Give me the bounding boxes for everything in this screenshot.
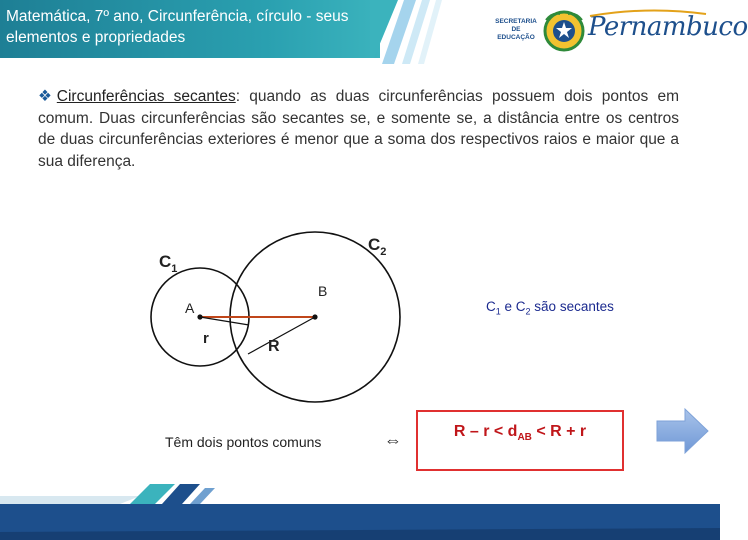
secant-condition-formula: $R - r < d_{AB} < R + r$ [453,423,587,444]
next-arrow-button[interactable] [655,407,710,455]
logo-area [492,6,748,58]
radius-big-r-line [248,317,315,354]
label-b: B [318,283,328,299]
label-c2: $C_2$ [368,235,387,258]
logo-secretaria: SECRETARIA DE EDUCAÇÃO [495,18,537,41]
footer-band [0,484,720,540]
title-band [0,0,380,58]
state-seal-icon [542,8,586,54]
center-a-point [197,314,202,319]
label-r-small: r [203,330,209,347]
main-paragraph [38,86,679,172]
diamond-bullet-icon: ❖ [38,88,57,105]
definition-text: : quando as duas circunferências possuem dois pontos em comum. Duas circunferências são secantes se, e somente se, a distância entre os centros de duas circunferências exteriores é menor que a soma dos respectivos raios e maior que a sua diferença. [38,88,679,170]
header-stripes [370,0,490,64]
iff-symbol: ⇔ [384,430,402,450]
center-b-point [312,314,317,319]
label-a: A [185,300,195,316]
label-r-big: R [268,338,280,355]
term-secantes: Circunferências secantes [56,88,236,105]
header [0,0,748,64]
brand-swoosh-icon [588,8,708,18]
formula-box [416,410,624,471]
radius-r-line [200,317,249,325]
logo-brand: Pernambuco [588,12,748,42]
secantes-label: $C_1$ e $C_2$ são secantes [486,299,614,317]
label-c1: $C_1$ [159,252,178,275]
page-title: Matemática, 7º ano, Circunferência, círculo - seus elementos e propriedades [6,8,349,46]
common-points-label: Têm dois pontos comuns [165,434,322,450]
